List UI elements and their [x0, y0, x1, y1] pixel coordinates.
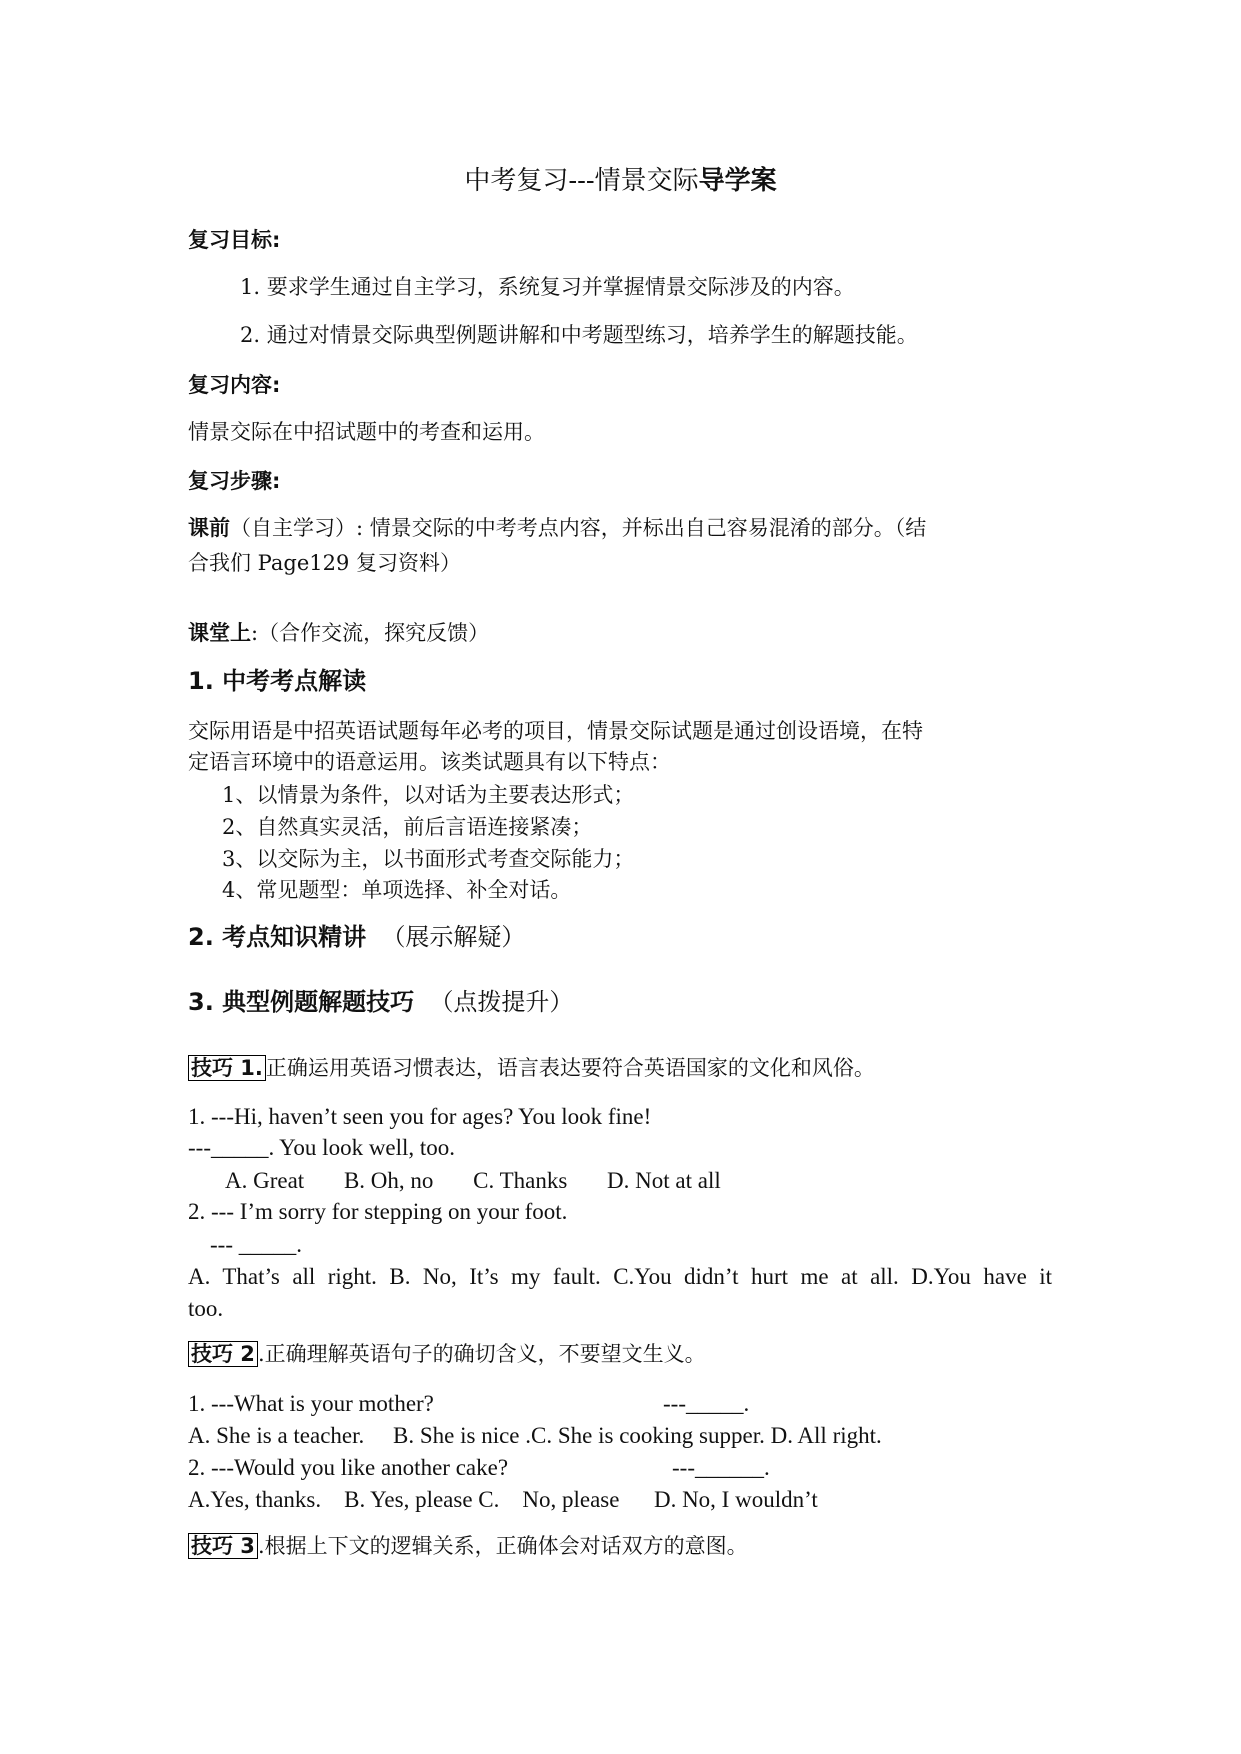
tip2-text: .正确理解英语句子的确切含义，不要望文生义。	[257, 1342, 706, 1366]
tip1-q1-options	[225, 1167, 721, 1195]
tip2-q1: 1. ---What is your mother?	[188, 1391, 434, 1416]
tip1-q2-answer: --- _____.	[210, 1232, 302, 1257]
tip2-line	[188, 1340, 706, 1368]
feature-item: 2、自然真实灵活，前后言语连接紧凑；	[222, 815, 593, 839]
content-text: 情景交际在中招试题中的考查和运用。	[188, 420, 545, 444]
tip2-q1-answer: ---_____.	[663, 1391, 750, 1416]
title-text: 中考复习---情景交际	[464, 166, 699, 196]
steps-heading: 复习步骤:	[188, 469, 281, 493]
tip1-text: 正确运用英语习惯表达，语言表达要符合英语国家的文化和风俗。	[265, 1056, 875, 1080]
tip1-line	[188, 1054, 875, 1082]
title-bold: 导学案	[698, 166, 777, 196]
tip3-label: 技巧 3	[188, 1533, 258, 1559]
tip1-q2: 2. --- I’m sorry for stepping on your foot.	[188, 1199, 568, 1224]
pre-class-label: 课前	[188, 516, 230, 540]
tip1-q1-answer: ---_____. You look well, too.	[188, 1135, 456, 1160]
objective-item: 1. 要求学生通过自主学习，系统复习并掌握情景交际涉及的内容。	[240, 275, 855, 299]
pre-class-text-2: 合我们 Page129 复习资料）	[188, 551, 462, 575]
tip1-label: 技巧 1.	[188, 1055, 266, 1081]
section2-heading-line	[188, 923, 525, 951]
section1-para-2: 定语言环境中的语意运用。该类试题具有以下特点：	[188, 750, 671, 774]
section3-heading-line	[188, 988, 573, 1016]
tip1-q1: 1. ---Hi, haven’t seen you for ages? You look fine!	[188, 1104, 652, 1129]
tip2-q2-options: A.Yes, thanks. B. Yes, please C. No, please D. No, I wouldn’t	[188, 1487, 818, 1512]
tip1-q2-options-2: too.	[188, 1296, 224, 1321]
option-a: A. Great	[225, 1168, 305, 1193]
option-b: B. Oh, no	[343, 1168, 434, 1193]
section3-note: （点拨提升）	[429, 988, 574, 1016]
objectives-heading: 复习目标:	[188, 228, 281, 252]
tip3-line	[188, 1532, 748, 1560]
tip2-q2: 2. ---Would you like another cake?	[188, 1455, 509, 1480]
pre-class-line	[188, 514, 926, 542]
section1-para: 交际用语是中招英语试题每年必考的项目，情景交际试题是通过创设语境，在特	[188, 719, 923, 743]
feature-item: 3、以交际为主，以书面形式考查交际能力；	[222, 847, 635, 871]
tip2-q1-options: A. She is a teacher. B. She is nice .C. She is cooking supper. D. All right.	[188, 1423, 882, 1448]
section2-heading: 2. 考点知识精讲	[188, 923, 367, 951]
tip1-q2-options: A. That’s all right. B. No, It’s my fault. C.You didn’t hurt me at all. D.You have it	[188, 1264, 1052, 1289]
option-c: C. Thanks	[473, 1168, 568, 1193]
page-title	[0, 164, 1241, 198]
option-d: D. Not at all	[607, 1168, 721, 1193]
pre-class-text: （自主学习）: 情景交际的中考考点内容，并标出自己容易混淆的部分。（结	[230, 516, 927, 540]
section2-note: （展示解疑）	[381, 923, 526, 951]
tip2-label: 技巧 2	[188, 1341, 258, 1367]
in-class-line	[188, 619, 489, 647]
content-heading: 复习内容:	[188, 373, 281, 397]
tip3-text: .根据上下文的逻辑关系，正确体会对话双方的意图。	[257, 1534, 748, 1558]
feature-item: 4、常见题型：单项选择、补全对话。	[222, 878, 572, 902]
objective-item: 2. 通过对情景交际典型例题讲解和中考题型练习，培养学生的解题技能。	[240, 323, 918, 347]
feature-item: 1、以情景为条件，以对话为主要表达形式；	[222, 783, 635, 807]
in-class-label: 课堂上	[188, 621, 251, 645]
section3-heading: 3. 典型例题解题技巧	[188, 988, 415, 1016]
tip2-q2-answer: ---______.	[672, 1455, 770, 1480]
in-class-text: :（合作交流，探究反馈）	[251, 621, 490, 645]
section1-heading: 1. 中考考点解读	[188, 667, 367, 695]
